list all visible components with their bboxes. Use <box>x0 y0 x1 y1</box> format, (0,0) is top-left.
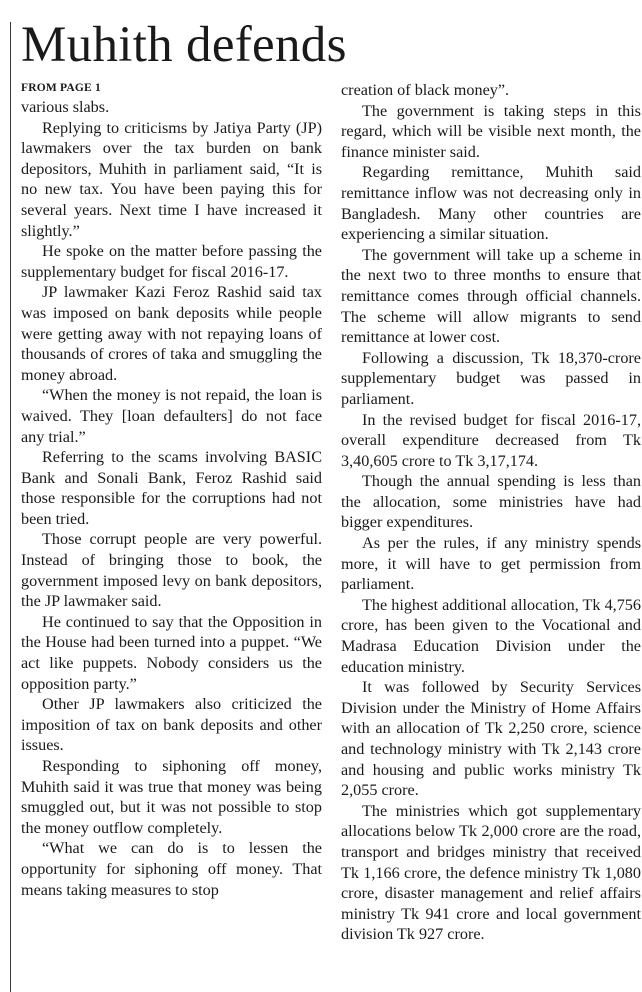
paragraph: “When the money is not repaid, the loan is waived. They [loan defaulters] do not face any trial.” <box>21 386 322 446</box>
paragraph: The government is taking steps in this regard, which will be visible next month, the finance minister said. <box>341 101 641 161</box>
paragraph: creation of black money”. <box>341 81 510 99</box>
paragraph: The ministries which got supplementary allocations below Tk 2,000 crore are the road, transport and bridges ministry that received Tk 1,166 crore, the defence ministry Tk 1,080 crore, disaster management and relief affairs ministry Tk 941 crore and local government division Tk 927 crore. <box>341 801 641 944</box>
paragraph: Replying to criticisms by Jatiya Party (JP) lawmakers over the tax burden on bank depositors, Muhith in parliament said, “It is no new tax. You have been paying this for several years. Next time I have increased it slightly.” <box>21 118 322 240</box>
paragraph: Responding to siphoning off money, Muhith said it was true that money was being smuggled out, but it was not possible to stop the money outflow completely. <box>21 757 322 837</box>
paragraph: He continued to say that the Opposition in the House had been turned into a puppet. “We act like puppets. Nobody considers us the opposition party.” <box>21 612 322 693</box>
paragraph: “What we can do is to lessen the opportunity for siphoning off money. That means taking measures to stop <box>21 839 322 899</box>
paragraph: The government will take up a scheme in the next two to three months to ensure that remittance comes through official channels. The scheme will allow migrants to send remittance at lower cost. <box>341 245 641 347</box>
paragraph: Following a discussion, Tk 18,370-crore supplementary budget was passed in parliament. <box>341 348 641 408</box>
paragraph: JP lawmaker Kazi Feroz Rashid said tax was imposed on bank deposits while people were getting away with not repaying loans of thousands of crores of taka and smuggling the money abroad. <box>21 283 322 384</box>
paragraph: various slabs. <box>21 98 110 116</box>
paragraph: Regarding remittance, Muhith said remittance inflow was not decreasing only in Bangladesh. Many other countries are experiencing a similar situation. <box>341 163 641 244</box>
continuation-label: FROM PAGE 1 <box>21 82 101 94</box>
paragraph: It was followed by Security Services Division under the Ministry of Home Affairs with an allocation of Tk 2,250 crore, science and technology ministry with Tk 2,143 crore and housing and public works ministry Tk 2,055 crore. <box>341 678 641 800</box>
paragraph: Those corrupt people are very powerful. Instead of bringing those to book, the government imposed levy on bank depositors, the JP lawmaker said. <box>21 530 322 611</box>
paragraph: Though the annual spending is less than the allocation, some ministries have had bigger expenditures. <box>341 472 641 532</box>
paragraph: He spoke on the matter before passing the supplementary budget for fiscal 2016-17. <box>21 242 322 281</box>
article-column-left <box>21 80 322 900</box>
paragraph: As per the rules, if any ministry spends more, it will have to get permission from parliament. <box>341 534 641 594</box>
column-rule <box>10 22 11 992</box>
article-column-right <box>341 80 641 945</box>
paragraph: In the revised budget for fiscal 2016-17, overall expenditure decreased from Tk 3,40,605 crore to Tk 3,17,174. <box>341 410 641 470</box>
headline: Muhith defends <box>21 17 347 73</box>
paragraph: The highest additional allocation, Tk 4,756 crore, has been given to the Vocational and Madrasa Education Division under the education ministry. <box>341 595 641 676</box>
paragraph: Other JP lawmakers also criticized the imposition of tax on bank deposits and other issues. <box>21 695 322 755</box>
paragraph: Referring to the scams involving BASIC Bank and Sonali Bank, Feroz Rashid said those responsible for the corruptions had not been tried. <box>21 448 322 528</box>
